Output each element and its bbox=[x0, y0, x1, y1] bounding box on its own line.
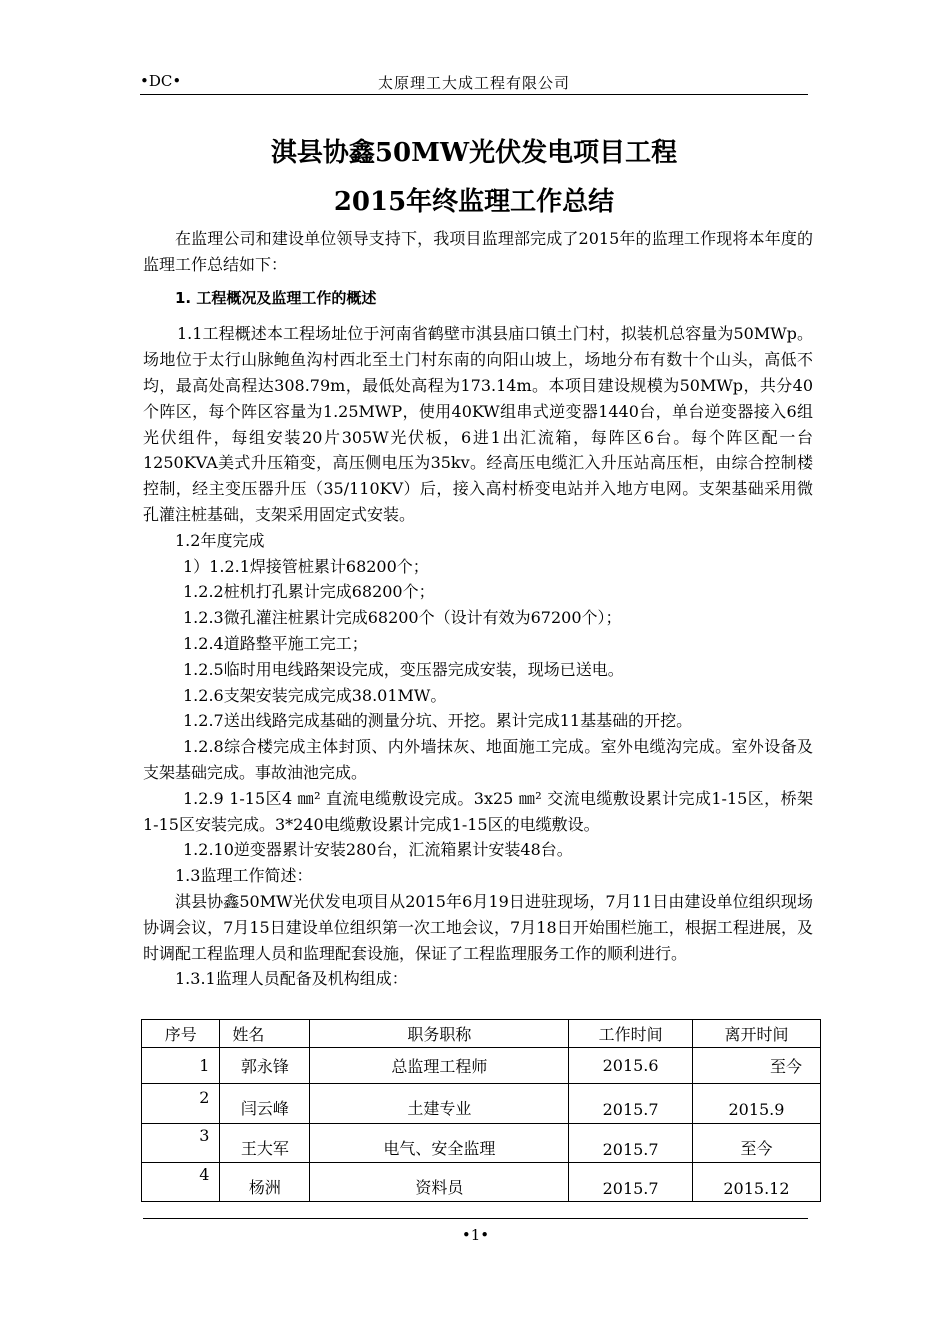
cell-start: 2015.7 bbox=[569, 1084, 693, 1124]
page-header bbox=[140, 72, 808, 95]
table-row bbox=[142, 1084, 821, 1124]
annual-item: 1.2.5临时用电线路架设完成，变压器完成安装，现场已送电。 bbox=[183, 659, 624, 679]
staff-table bbox=[141, 1019, 821, 1202]
cell-index: 1 bbox=[142, 1048, 220, 1084]
col-header-index: 序号 bbox=[142, 1020, 220, 1048]
cell-name: 杨洲 bbox=[220, 1163, 310, 1202]
annual-item: 1）1.2.1焊接管桩累计68200个； bbox=[183, 556, 429, 576]
annual-item: 1.2.10逆变器累计安装280台，汇流箱累计安装48台。 bbox=[183, 840, 573, 860]
cell-start: 2015.6 bbox=[569, 1048, 693, 1084]
cell-position: 电气、安全监理 bbox=[310, 1124, 569, 1163]
annual-item: 1.2.6支架安装完成完成38.01MW。 bbox=[183, 685, 447, 705]
table-row bbox=[142, 1163, 821, 1202]
cell-name: 闫云峰 bbox=[220, 1084, 310, 1124]
col-header-name: 姓名 bbox=[220, 1020, 310, 1048]
annual-item: 1.2.8综合楼完成主体封顶、内外墙抹灰、地面施工完成。室外电缆沟完成。室外设备及支架基础完成。事故油池完成。 bbox=[143, 737, 813, 782]
cell-position: 土建专业 bbox=[310, 1084, 569, 1124]
cell-leave: 2015.9 bbox=[692, 1084, 820, 1124]
annual-item: 1.2.4道路整平施工完工； bbox=[183, 633, 368, 653]
work-heading: 1.3监理工作简述： bbox=[175, 866, 313, 886]
annual-item: 1.2.7送出线路完成基础的测量分坑、开挖。累计完成11基基础的开挖。 bbox=[183, 711, 693, 731]
cell-position: 资料员 bbox=[310, 1163, 569, 1202]
overview-paragraph: 1.1工程概述本工程场址位于河南省鹤壁市淇县庙口镇土门村，拟装机总容量为50MWp。场地位于太行山脉鲍鱼沟村西北至土门村东南的向阳山坡上，场地分布有数十个山头，高低不均，最高处高程达308.79m，最低处高程为173.14m。本项目建设规模为50MWp，共分40个阵区，每个阵区容量为1.25MWP，使用40KW组串式逆变器1440台，单台逆变器接入6组光伏组件，每组安装20片305W光伏板，6进1出汇流箱，每阵区6台。每个阵区配一台1250KVA美式升压箱变，高压侧电压为35kv。经高压电缆汇入升压站高压柜，由综合控制楼控制，经主变压器升压（35/110KV）后，接入高村桥变电站并入地方电网。支架基础采用微孔灌注桩基础，支架采用固定式安装。 bbox=[143, 324, 813, 524]
cell-leave: 2015.12 bbox=[692, 1163, 820, 1202]
col-header-leave: 离开时间 bbox=[692, 1020, 820, 1048]
annual-heading: 1.2年度完成 bbox=[175, 530, 265, 550]
col-header-position: 职务职称 bbox=[310, 1020, 569, 1048]
cell-index: 2 bbox=[142, 1084, 220, 1124]
header-company: 太原理工大成工程有限公司 bbox=[377, 74, 570, 92]
cell-start: 2015.7 bbox=[569, 1163, 693, 1202]
annual-item: 1.2.2桩机打孔累计完成68200个； bbox=[183, 582, 435, 602]
cell-position: 总监理工程师 bbox=[310, 1048, 569, 1084]
cell-leave: 至今 bbox=[692, 1124, 820, 1163]
cell-leave: 至今 bbox=[692, 1048, 820, 1084]
cell-name: 郭永锋 bbox=[220, 1048, 310, 1084]
document-body bbox=[143, 226, 813, 992]
annual-item: 1.2.3微孔灌注桩累计完成68200个（设计有效为67200个）； bbox=[183, 608, 622, 628]
staff-heading: 1.3.1监理人员配备及机构组成： bbox=[175, 969, 408, 989]
document-title: 淇县协鑫50MW光伏发电项目工程 bbox=[270, 138, 678, 168]
table-header-row bbox=[142, 1020, 821, 1048]
table-row bbox=[142, 1048, 821, 1084]
cell-start: 2015.7 bbox=[569, 1124, 693, 1163]
intro-paragraph: 在监理公司和建设单位领导支持下，我项目监理部完成了2015年的监理工作现将本年度的监理工作总结如下： bbox=[143, 229, 813, 274]
section-1-heading: 1. 工程概况及监理工作的概述 bbox=[175, 288, 377, 307]
cell-name: 王大军 bbox=[220, 1124, 310, 1163]
document-subtitle: 2015年终监理工作总结 bbox=[333, 187, 615, 217]
footer-divider bbox=[143, 1218, 808, 1219]
cell-index: 4 bbox=[142, 1163, 220, 1202]
table-row bbox=[142, 1124, 821, 1163]
cell-index: 3 bbox=[142, 1124, 220, 1163]
col-header-start: 工作时间 bbox=[569, 1020, 693, 1048]
work-paragraph: 淇县协鑫50MW光伏发电项目从2015年6月19日进驻现场，7月11日由建设单位组织现场协调会议，7月15日建设单位组织第一次工地会议，7月18日开始围栏施工，根据工程进展，及时调配工程监理人员和监理配套设施，保证了工程监理服务工作的顺利进行。 bbox=[143, 891, 813, 963]
annual-item: 1.2.9 1-15区4 ㎜² 直流电缆敷设完成。3x25 ㎜² 交流电缆敷设累计完成1-15区，桥架1-15区安装完成。3*240电缆敷设累计完成1-15区的电缆敷设。 bbox=[143, 788, 813, 834]
header-doc-mark: •DC• bbox=[140, 72, 182, 90]
page-number: •1• bbox=[461, 1226, 490, 1244]
